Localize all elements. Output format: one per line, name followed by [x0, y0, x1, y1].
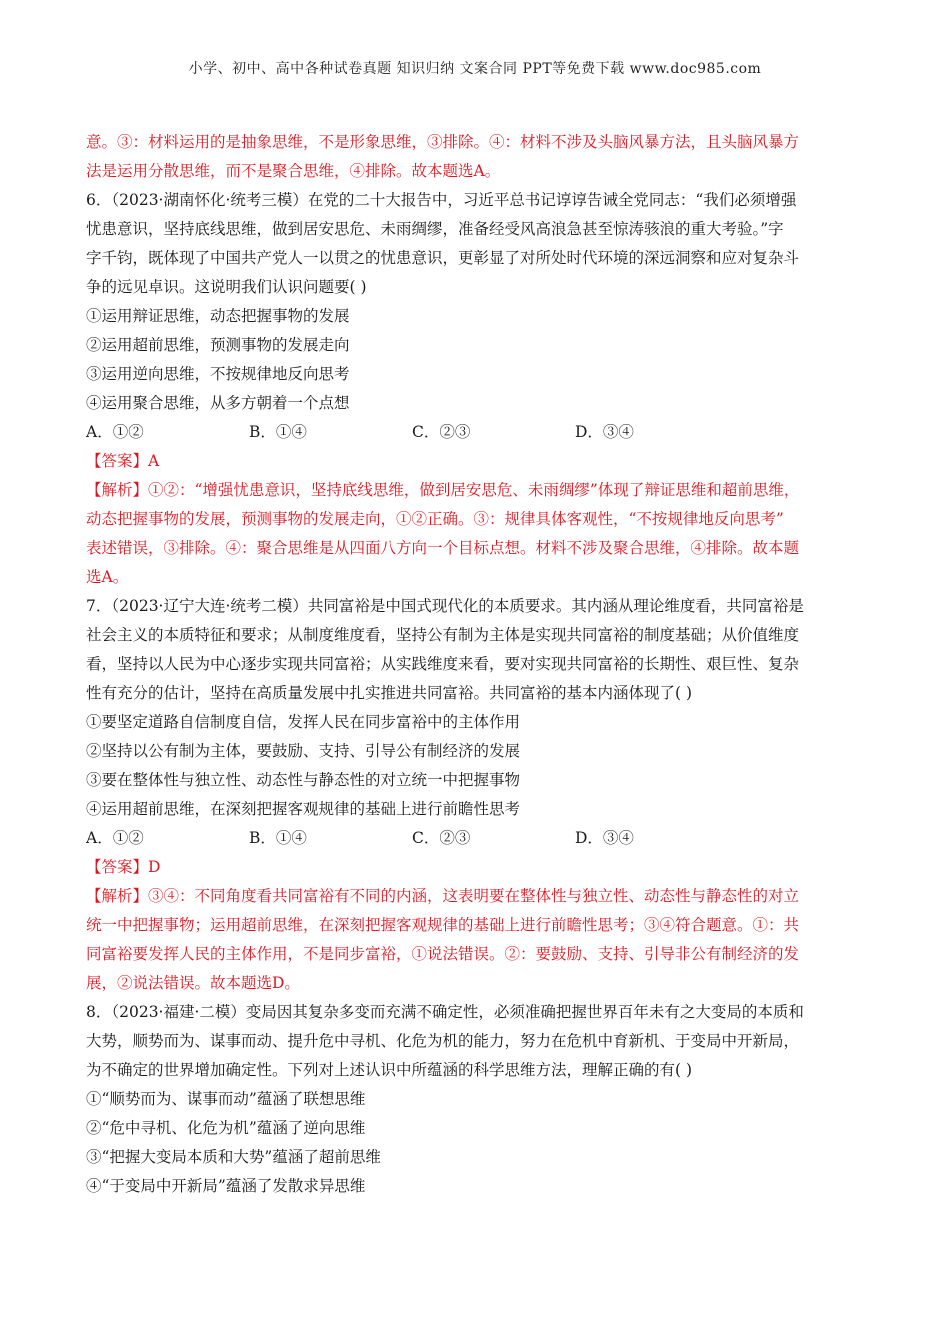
analysis-line: 动态把握事物的发展，预测事物的发展走向，①②正确。③：规律具体客观性，“不按规律地反向思考”	[86, 510, 784, 528]
analysis-line: 统一中把握事物；运用超前思维，在深刻把握客观规律的基础上进行前瞻性思考；③④符合题意。①：共	[86, 916, 800, 934]
carryover-analysis-line: 法是运用分散思维，而不是聚合思维，④排除。故本题选A。	[86, 162, 501, 180]
statement-1: ①要坚定道路自信制度自信，发挥人民在同步富裕中的主体作用	[86, 713, 521, 731]
statement-4: ④“于变局中开新局”蕴涵了发散求异思维	[86, 1177, 366, 1195]
question-stem-line: 争的远见卓识。这说明我们认识问题要( )	[86, 278, 367, 296]
question-stem-line: 看，坚持以人民为中心逐步实现共同富裕；从实践维度来看，要对实现共同富裕的长期性、艰巨性、复杂	[86, 655, 800, 673]
carryover-analysis-line: 意。③：材料运用的是抽象思维，不是形象思维，③排除。④：材料不涉及头脑风暴方法，且头脑风暴方	[86, 133, 800, 151]
answer-options	[86, 418, 876, 447]
question-stem-line: 8．（2023·福建·二模）变局因其复杂多变而充满不确定性，必须准确把握世界百年未有之大变局的本质和	[86, 1003, 804, 1021]
question-7	[86, 592, 876, 998]
option-d: D．③④	[575, 829, 634, 847]
analysis-line: 【解析】③④：不同角度看共同富裕有不同的内涵，这表明要在整体性与独立性、动态性与静态性的对立	[86, 887, 800, 905]
answer-line: 【答案】A	[86, 452, 160, 470]
option-b: B．①④	[249, 423, 307, 441]
statement-3: ③运用逆向思维，不按规律地反向思考	[86, 365, 350, 383]
question-8	[86, 998, 876, 1201]
answer-line: 【答案】D	[86, 858, 161, 876]
statement-1: ①运用辩证思维，动态把握事物的发展	[86, 307, 350, 325]
question-stem-line: 7．（2023·辽宁大连·统考二模）共同富裕是中国式现代化的本质要求。其内涵从理论维度看，共同富裕是	[86, 597, 804, 615]
question-stem-line: 6．（2023·湖南怀化·统考三模）在党的二十大报告中，习近平总书记谆谆告诫全党同志：“我们必须增强	[86, 191, 797, 209]
question-6	[86, 186, 876, 592]
statement-1: ①“顺势而为、谋事而动”蕴涵了联想思维	[86, 1090, 366, 1108]
analysis-line: 表述错误，③排除。④：聚合思维是从四面八方向一个目标点想。材料不涉及聚合思维，④排除。故本题	[86, 539, 800, 557]
question-stem-line: 大势，顺势而为、谋事而动、提升危中寻机、化危为机的能力，努力在危机中育新机、于变局中开新局，	[86, 1032, 800, 1050]
analysis-line: 【解析】①②：“增强忧患意识，坚持底线思维，做到居安思危、未雨绸缪”体现了辩证思维和超前思维，	[86, 481, 800, 499]
statement-4: ④运用聚合思维，从多方朝着一个点想	[86, 394, 350, 412]
statement-2: ②坚持以公有制为主体，要鼓励、支持、引导公有制经济的发展	[86, 742, 521, 760]
option-d: D．③④	[575, 423, 634, 441]
page-header: 小学、初中、高中各种试卷真题 知识归纳 文案合同 PPT等免费下载 www.doc985.com	[188, 61, 762, 77]
analysis-line: 同富裕要发挥人民的主体作用，不是同步富裕，①说法错误。②：要鼓励、支持、引导非公有制经济的发	[86, 945, 800, 963]
question-stem-line: 社会主义的本质特征和要求；从制度维度看，坚持公有制为主体是实现共同富裕的制度基础；从价值维度	[86, 626, 800, 644]
question-stem-line: 性有充分的估计，坚持在高质量发展中扎实推进共同富裕。共同富裕的基本内涵体现了( )	[86, 684, 693, 702]
statement-2: ②“危中寻机、化危为机”蕴涵了逆向思维	[86, 1119, 366, 1137]
option-b: B．①④	[249, 829, 307, 847]
page-content	[86, 128, 876, 1201]
question-stem-line: 字千钧，既体现了中国共产党人一以贯之的忧患意识，更彰显了对所处时代环境的深远洞察和应对复杂斗	[86, 249, 800, 267]
statement-4: ④运用超前思维，在深刻把握客观规律的基础上进行前瞻性思考	[86, 800, 521, 818]
analysis-line: 展，②说法错误。故本题选D。	[86, 974, 300, 992]
option-a: A．①②	[86, 423, 144, 441]
statement-3: ③要在整体性与独立性、动态性与静态性的对立统一中把握事物	[86, 771, 521, 789]
option-a: A．①②	[86, 829, 144, 847]
statement-2: ②运用超前思维，预测事物的发展走向	[86, 336, 350, 354]
question-stem-line: 为不确定的世界增加确定性。下列对上述认识中所蕴涵的科学思维方法，理解正确的有( )	[86, 1061, 693, 1079]
analysis-line: 选A。	[86, 568, 129, 586]
option-c: C．②③	[412, 423, 471, 441]
question-stem-line: 忧患意识，坚持底线思维，做到居安思危、未雨绸缪，准备经受风高浪急甚至惊涛骇浪的重大考验。”字	[86, 220, 784, 238]
answer-options	[86, 824, 876, 853]
statement-3: ③“把握大变局本质和大势”蕴涵了超前思维	[86, 1148, 381, 1166]
option-c: C．②③	[412, 829, 471, 847]
